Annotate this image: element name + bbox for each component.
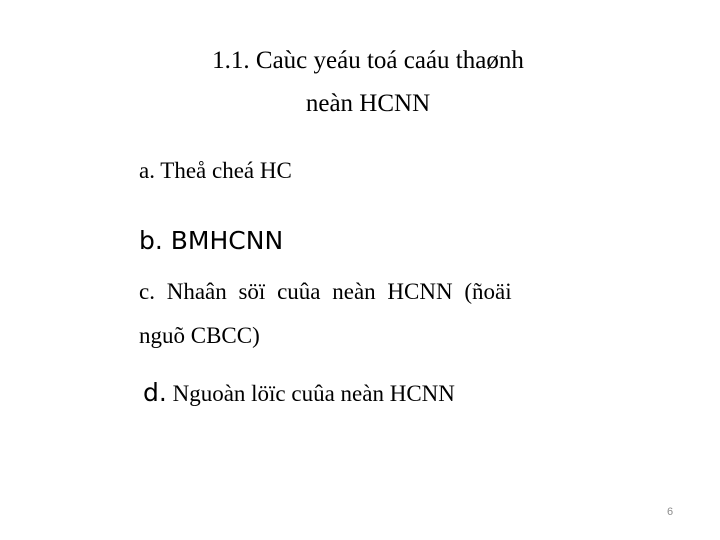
list-item-d bbox=[143, 378, 455, 407]
slide-title-line-2: neàn HCNN bbox=[305, 90, 431, 117]
page-number: 6 bbox=[667, 506, 674, 518]
list-item-b: b. BMHCNN bbox=[139, 226, 284, 255]
list-item-a: a. Theå cheá HC bbox=[139, 158, 292, 183]
list-item-c-line-1: c. Nhaân söï cuûa neàn HCNN (ñoäi bbox=[139, 279, 512, 304]
slide-title-line-1: 1.1. Caùc yeáu toá caáu thaønh bbox=[212, 47, 524, 74]
list-item-d-prefix: d. bbox=[143, 378, 167, 407]
list-item-c-line-2: nguõ CBCC) bbox=[139, 323, 260, 348]
list-item-d-text: Nguoàn löïc cuûa neàn HCNN bbox=[166, 381, 455, 406]
